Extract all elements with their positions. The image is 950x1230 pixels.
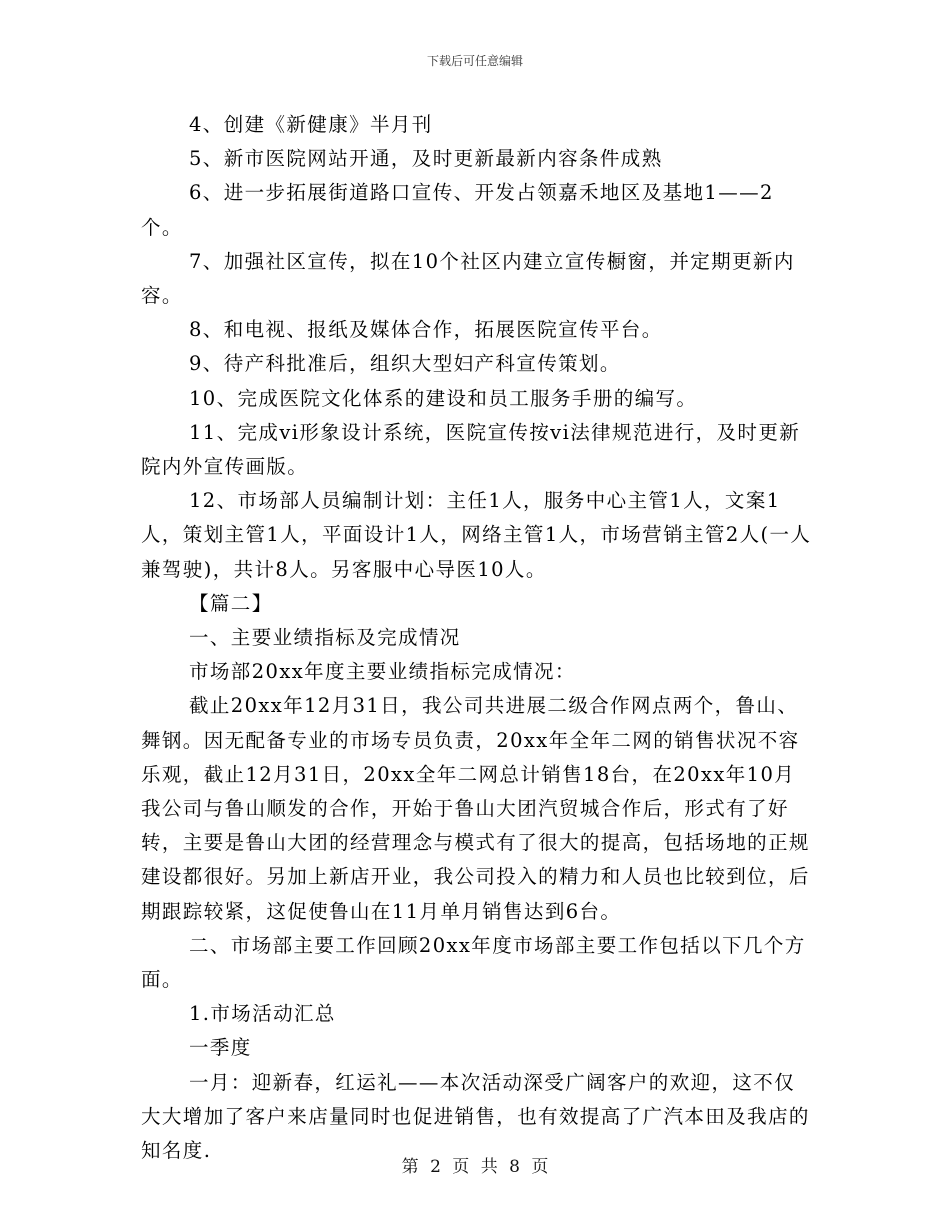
subheading-activity-summary: 1.市场活动汇总	[189, 1002, 336, 1026]
page-number: 第 2 页 共 8 页	[401, 1157, 549, 1177]
subheading-first-quarter: 一季度	[189, 1036, 252, 1060]
list-item-9: 9、待产科批准后，组织大型妇产科宣传策划。	[189, 352, 621, 376]
list-item-8: 8、和电视、报纸及媒体合作，拓展医院宣传平台。	[189, 318, 663, 342]
list-item-11: 11、完成vi形象设计系统，医院宣传按vi法律规范进行，及时更新院内外宣传画版。	[141, 420, 801, 479]
list-item-5: 5、新市医院网站开通，及时更新最新内容条件成熟	[189, 147, 663, 171]
performance-intro: 市场部20xx年度主要业绩指标完成情况：	[189, 660, 576, 684]
list-item-7: 7、加强社区宣传，拟在10个社区内建立宣传橱窗，并定期更新内容。	[141, 249, 795, 308]
performance-paragraph: 截止20xx年12月31日，我公司共进展二级合作网点两个，鲁山、舞钢。因无配备专业的市场专员负责，20xx年全年二网的销售状况不容乐观，截止12月31日，20xx全年二网总计销售18台，在20xx年10月我公司与鲁山顺发的合作，开始于鲁山大团汽贸城合作后，形式有了好转，主要是鲁山大团的经营理念与模式有了很大的提高，包括场地的正规建设都很好。另加上新店开业，我公司投入的精力和人员也比较到位，后期跟踪较紧，这促使鲁山在11月单月销售达到6台。	[141, 694, 810, 923]
list-item-12: 12、市场部人员编制计划：主任1人，服务中心主管1人，文案1人，策划主管1人，平面设计1人，网络主管1人，市场营销主管2人(一人兼驾驶)，共计8人。另客服中心导医10人。	[141, 489, 812, 581]
list-item-4: 4、创建《新健康》半月刊	[189, 113, 433, 136]
january-activity-paragraph: 一月：迎新春，红运礼——本次活动深受广阔客户的欢迎，这不仅大大增加了客户来店量同时也促进销售，也有效提高了广汽本田及我店的知名度.	[141, 1070, 810, 1163]
subheading-work-review: 二、市场部主要工作回顾20xx年度市场部主要工作包括以下几个方面。	[141, 933, 806, 992]
list-item-10: 10、完成医院文化体系的建设和员工服务手册的编写。	[189, 386, 698, 410]
document-body	[141, 108, 813, 1168]
subheading-performance: 一、主要业绩指标及完成情况	[189, 626, 461, 650]
section-heading-part-two: 【篇二】	[189, 591, 273, 615]
header-note: 下载后可任意编辑	[426, 54, 523, 68]
list-item-6: 6、进一步拓展街道路口宣传、开发占领嘉禾地区及基地1——2个。	[141, 181, 774, 239]
